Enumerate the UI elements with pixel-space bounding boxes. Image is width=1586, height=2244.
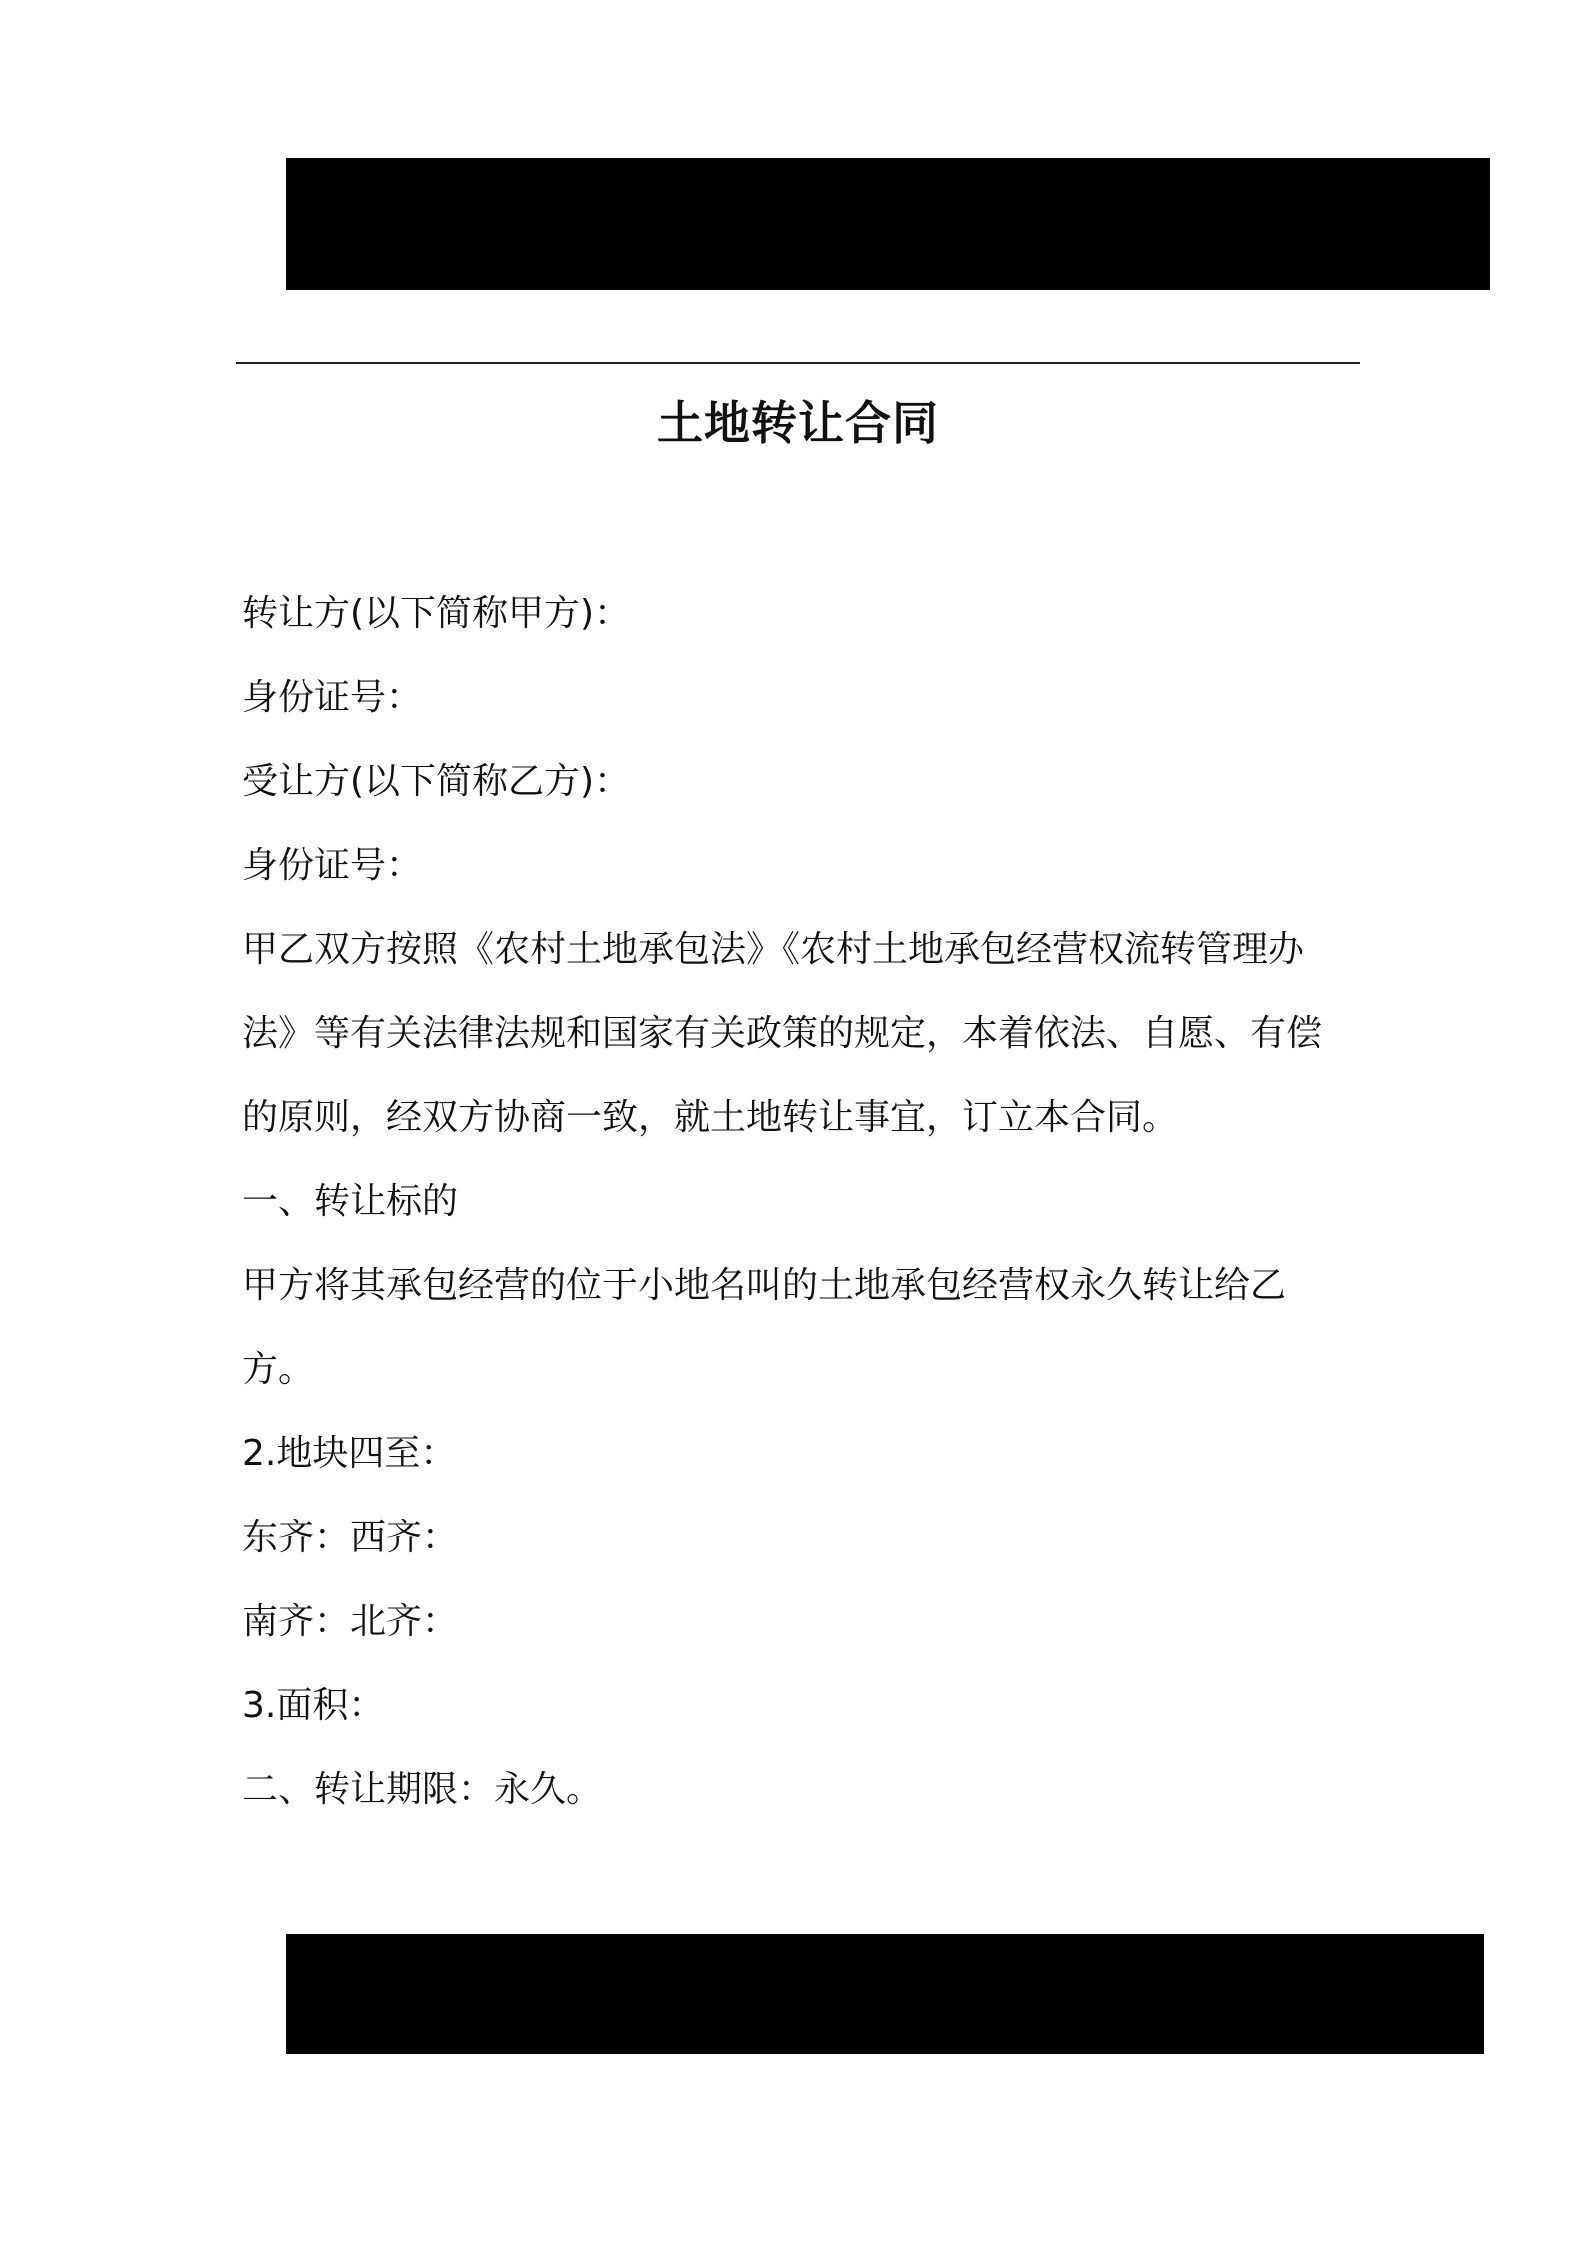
- redaction-bar-top: [286, 158, 1490, 290]
- area-line: 3.面积：: [242, 1685, 385, 1726]
- header-rule: [236, 362, 1360, 364]
- preamble-line-2: 法》等有关法律法规和国家有关政策的规定，本着依法、自愿、有偿: [242, 1013, 1323, 1054]
- document-body: [242, 572, 1362, 1832]
- transferor-id-line: 身份证号：: [242, 677, 423, 718]
- section-2-heading: 二、转让期限：永久。: [242, 1769, 603, 1810]
- preamble-line-3: 的原则，经双方协商一致，就土地转让事宜，订立本合同。: [242, 1097, 1179, 1138]
- south-north-boundary: 南齐：北齐：: [242, 1601, 459, 1642]
- transferee-id-line: 身份证号：: [242, 845, 423, 886]
- section-1-text-line-1: 甲方将其承包经营的位于小地名叫的土地承包经营权永久转让给乙: [242, 1265, 1287, 1306]
- transferor-line: 转让方(以下简称甲方)：: [242, 593, 631, 634]
- section-1-heading: 一、转让标的: [242, 1181, 459, 1222]
- redaction-bar-bottom: [286, 1934, 1484, 2054]
- preamble-line-1: 甲乙双方按照《农村土地承包法》《农村土地承包经营权流转管理办: [242, 929, 1305, 970]
- transferee-line: 受让方(以下简称乙方)：: [242, 761, 631, 802]
- boundaries-heading: 2.地块四至：: [242, 1433, 457, 1474]
- east-west-boundary: 东齐：西齐：: [242, 1517, 459, 1558]
- document-title: 土地转让合同: [657, 396, 939, 450]
- section-1-text-line-2: 方。: [242, 1349, 315, 1390]
